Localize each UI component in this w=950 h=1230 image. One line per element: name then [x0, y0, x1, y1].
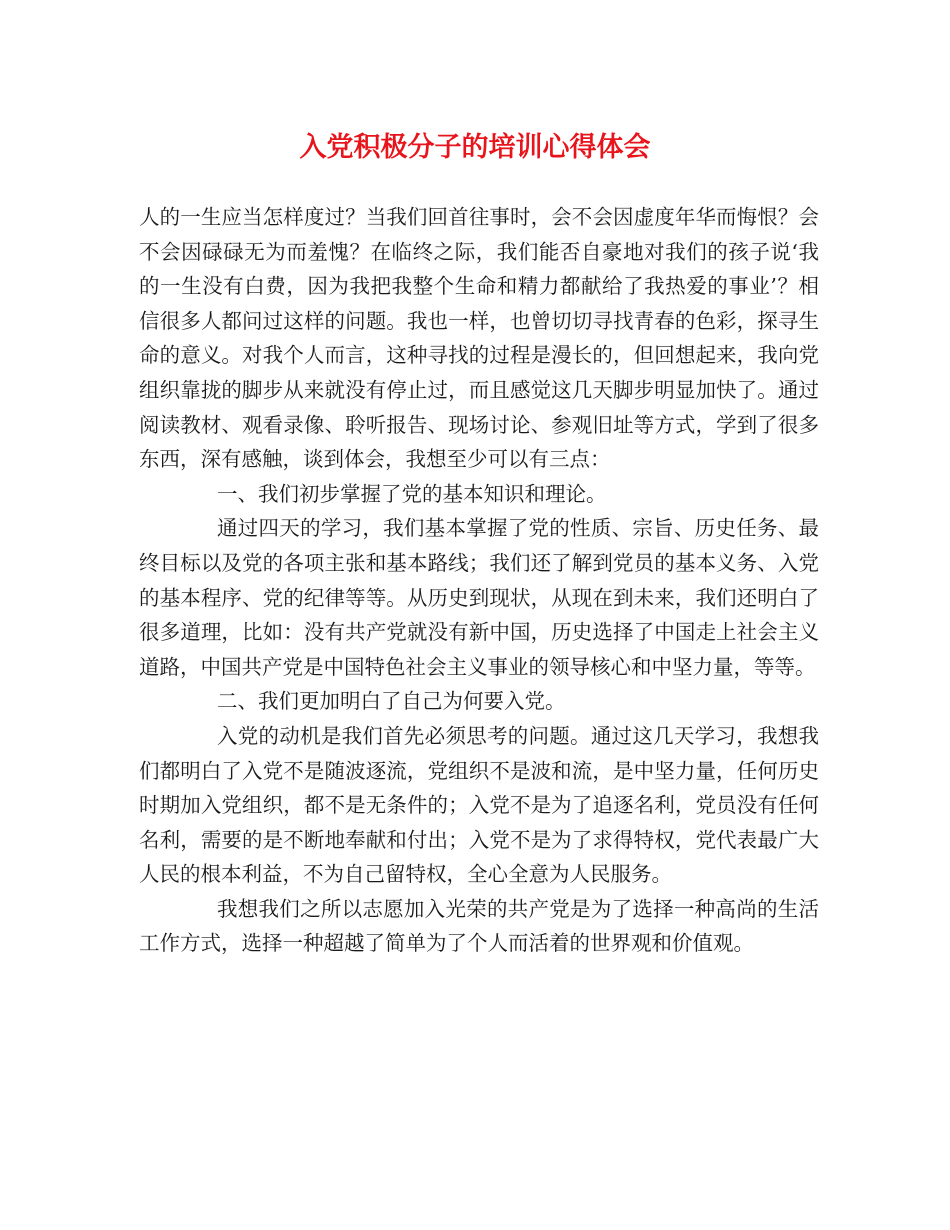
- paragraph-section-1: 通过四天的学习，我们基本掌握了党的性质、宗旨、历史任务、最终目标以及党的各项主张和基本路线；我们还了解到党员的基本义务、入党的基本程序、党的纪律等等。从历史到现状，从现在到未来，我们还明白了很多道理，比如：没有共产党就没有新中国，历史选择了中国走上社会主义道路，中国共产党是中国特色社会主义事业的领导核心和中坚力量，等等。: [139, 516, 819, 679]
- section-heading-2: 二、我们更加明白了自己为何要入党。: [217, 689, 566, 714]
- paragraph-section-2: 入党的动机是我们首先必须思考的问题。通过这几天学习，我想我们都明白了入党不是随波逐流，党组织不是波和流，是中坚力量，任何历史时期加入党组织，都不是无条件的；入党不是为了追逐名利，党员没有任何名利，需要的是不断地奉献和付出；入党不是为了求得特权，党代表最广大人民的根本利益，不为自己留特权，全心全意为人民服务。: [139, 723, 819, 887]
- document-body: [139, 200, 819, 961]
- paragraph-closing: 我想我们之所以志愿加入光荣的共产党是为了选择一种高尚的生活工作方式，选择一种超越了简单为了个人而活着的世界观和价值观。: [139, 896, 819, 956]
- paragraph-intro: 人的一生应当怎样度过？当我们回首往事时，会不会因虚度年华而悔恨？会不会因碌碌无为而羞愧？在临终之际，我们能否自豪地对我们的孩子说‘我的一生没有白费，因为我把我整个生命和精力都献给了我热爱的事业’？相信很多人都问过这样的问题。我也一样，也曾切切寻找青春的色彩，探寻生命的意义。对我个人而言，这种寻找的过程是漫长的，但回想起来，我向党组织靠拢的脚步从来就没有停止过，而且感觉这几天脚步明显加快了。通过阅读教材、观看录像、聆听报告、现场讨论、参观旧址等方式，学到了很多东西，深有感触，谈到体会，我想至少可以有三点：: [139, 205, 819, 472]
- document-title: 入党积极分子的培训心得体会: [299, 132, 651, 163]
- section-heading-1: 一、我们初步掌握了党的基本知识和理论。: [217, 481, 607, 506]
